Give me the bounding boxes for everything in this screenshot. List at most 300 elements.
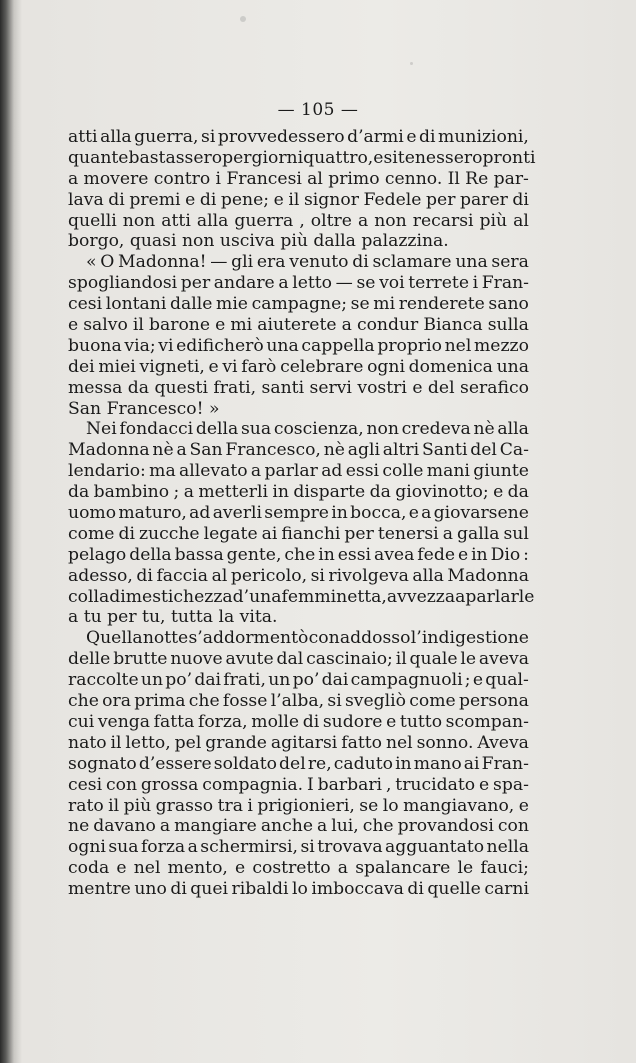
word: persona	[459, 691, 529, 712]
word: il	[132, 315, 144, 336]
word: —	[335, 273, 353, 294]
word: dalle	[169, 294, 213, 315]
word: femminetta,	[281, 586, 387, 607]
text-line	[68, 419, 529, 440]
text-line	[68, 670, 529, 691]
word: ribaldi	[231, 879, 289, 900]
word: a	[278, 273, 289, 294]
word: nuove	[170, 649, 223, 670]
word: a	[316, 816, 328, 837]
word: più	[280, 231, 314, 252]
word: come	[409, 691, 456, 712]
word: tenessero	[397, 147, 483, 168]
text-line	[68, 440, 529, 461]
word: mangiavano,	[403, 795, 515, 816]
word: se	[356, 273, 376, 294]
word: quante	[68, 147, 129, 168]
word: quasi	[129, 231, 182, 252]
word: fatto	[341, 732, 383, 753]
word: al	[211, 565, 228, 586]
word: a	[176, 440, 187, 461]
text-line	[68, 628, 529, 649]
word: che	[284, 544, 316, 565]
word: mento,	[167, 858, 228, 879]
word: e	[457, 544, 469, 565]
word: miei	[98, 356, 136, 377]
word: dalla	[313, 231, 362, 252]
word: e	[386, 711, 397, 732]
word: dimestichezza	[109, 586, 233, 607]
word: —	[210, 252, 228, 273]
word: provandosi	[397, 816, 494, 837]
word: vi	[222, 356, 238, 377]
word: tutta	[170, 607, 219, 628]
word: parlarle	[465, 586, 535, 607]
word: nel	[385, 732, 413, 753]
word: allevato	[178, 461, 248, 482]
word: alla	[412, 565, 444, 586]
word: cenno.	[384, 168, 443, 189]
text-line	[68, 649, 529, 670]
word: Madonna!	[118, 252, 207, 273]
word: le	[460, 649, 477, 670]
text-line	[68, 775, 529, 796]
word: ,	[385, 774, 392, 795]
word: di	[407, 879, 424, 900]
text-line	[68, 231, 529, 252]
word: non	[366, 419, 399, 440]
word: sclamare	[372, 252, 452, 273]
word: barone	[148, 315, 211, 336]
word: giorni	[251, 147, 304, 168]
word: in	[331, 503, 348, 524]
text-line	[68, 252, 529, 273]
text-line	[68, 816, 529, 837]
word: uno	[134, 879, 167, 900]
word: una	[266, 335, 299, 356]
word: più	[479, 210, 508, 231]
word: essi	[345, 461, 380, 482]
word: credeva	[401, 419, 471, 440]
word: oltre	[310, 210, 352, 231]
word: guerra	[234, 210, 294, 231]
word: tu,	[142, 607, 171, 628]
word: venga	[97, 711, 151, 732]
word: pel	[174, 732, 202, 753]
word: via;	[124, 335, 156, 356]
word: primo	[328, 168, 380, 189]
word: la	[218, 607, 240, 628]
word: giovinotto;	[395, 482, 489, 503]
word: Francesi	[226, 168, 302, 189]
word: rato	[68, 795, 104, 816]
word: anche	[260, 816, 313, 837]
text-line	[68, 879, 529, 900]
word: munizioni,	[438, 127, 529, 147]
text-line	[68, 733, 529, 754]
word: nè	[473, 419, 495, 440]
word: barbari	[317, 774, 383, 795]
text-line	[68, 754, 529, 775]
word: ;	[173, 482, 180, 503]
word: pene;	[220, 189, 270, 210]
word: letto,	[125, 732, 171, 753]
word: costretto	[252, 858, 331, 879]
word: in	[395, 753, 412, 774]
word: alla	[196, 210, 229, 231]
word: a	[442, 523, 453, 544]
word: ora	[102, 691, 131, 712]
word: si	[201, 127, 216, 147]
word: sua	[108, 837, 139, 858]
word: quale	[409, 649, 458, 670]
word: dai	[194, 670, 222, 691]
word: renderete	[398, 294, 485, 315]
word: agguantato	[385, 837, 485, 858]
word: salvo	[83, 315, 128, 336]
word: atti	[161, 210, 191, 231]
word: da	[369, 482, 391, 503]
word: farò	[241, 356, 277, 377]
word: maturo,	[118, 503, 187, 524]
word: ad	[189, 503, 211, 524]
word: forza,	[197, 711, 248, 732]
word: O	[100, 252, 115, 273]
word: nè	[152, 440, 174, 461]
word: par-	[493, 168, 529, 189]
word: prigionieri,	[257, 795, 355, 816]
word: fauci;	[480, 858, 529, 879]
word: :	[523, 544, 529, 565]
word: scompan-	[445, 711, 529, 732]
word: e	[472, 670, 483, 691]
word: ma	[149, 461, 176, 482]
word: Quella	[86, 628, 143, 649]
word: una	[455, 252, 488, 273]
word: sonno.	[416, 732, 474, 753]
word: Bianca	[423, 315, 483, 336]
word: e	[273, 189, 284, 210]
word: mi	[230, 315, 253, 336]
word: non	[122, 210, 156, 231]
word: re,	[307, 753, 332, 774]
word: frati,	[223, 670, 266, 691]
word: sul	[503, 523, 529, 544]
text-line	[68, 336, 529, 357]
word: serafico	[460, 377, 529, 398]
word: lendario:	[68, 461, 146, 482]
word: Re	[465, 168, 489, 189]
word: si	[300, 837, 315, 858]
word: Francesco!	[106, 398, 209, 419]
word: pelago	[68, 544, 127, 565]
word: da	[68, 482, 90, 503]
word: al	[513, 210, 529, 231]
word: usciva	[219, 231, 281, 252]
text-line	[68, 482, 529, 503]
word: spogliandosi	[68, 273, 178, 294]
word: al	[307, 168, 323, 189]
word: avvezza	[386, 586, 456, 607]
word: disparte	[293, 482, 366, 503]
word: andare	[213, 273, 275, 294]
word: messa	[68, 377, 123, 398]
text-line	[68, 503, 529, 524]
word: coda	[68, 858, 110, 879]
word: domenica	[408, 356, 493, 377]
text-line	[68, 190, 529, 211]
word: se	[350, 294, 370, 315]
word: po’	[165, 670, 193, 691]
word: a	[250, 461, 262, 482]
word: che	[362, 816, 394, 837]
word: fondacci	[119, 419, 194, 440]
word: agli	[347, 440, 380, 461]
word: e	[373, 147, 384, 168]
word: compagnia.	[202, 774, 304, 795]
word: atti	[68, 127, 98, 147]
word: alla	[100, 127, 132, 147]
word: cesi	[68, 294, 103, 315]
word: in	[471, 544, 488, 565]
word: prima	[134, 691, 186, 712]
word: sulla	[487, 315, 529, 336]
word: uomo	[68, 503, 117, 524]
word: schermirsi,	[200, 837, 298, 858]
text-line	[68, 586, 535, 608]
word: spa-	[493, 774, 529, 795]
word: del	[279, 753, 306, 774]
word: raccolte	[68, 670, 139, 691]
word: per	[426, 189, 456, 210]
word: Aveva	[477, 732, 529, 753]
word: giunte	[473, 461, 529, 482]
word: edificherò	[176, 335, 264, 356]
word: in	[318, 544, 335, 565]
word: tenersi	[377, 523, 439, 544]
word: provvedessero	[217, 127, 345, 147]
word: e	[518, 795, 529, 816]
word: da	[127, 377, 150, 398]
word: San	[68, 398, 107, 419]
text-line	[68, 378, 529, 399]
word: di	[118, 523, 135, 544]
word: caduto	[333, 753, 393, 774]
word: per	[180, 273, 211, 294]
text-line	[68, 691, 529, 712]
word: nel	[133, 858, 161, 879]
word: una	[496, 356, 529, 377]
word: fede	[417, 544, 456, 565]
word: se	[359, 795, 379, 816]
word: adesso,	[68, 565, 133, 586]
word: parer	[459, 189, 508, 210]
word: spalancare	[355, 858, 451, 879]
word: trovava	[317, 837, 383, 858]
word: vita.	[239, 607, 278, 628]
word: terrete	[408, 273, 469, 294]
word: tu	[83, 607, 108, 628]
word: s’addormentò	[188, 628, 309, 649]
word: averli	[212, 503, 263, 524]
word: movere	[83, 168, 149, 189]
word: mi	[373, 294, 396, 315]
word: di	[108, 189, 125, 210]
word: carni	[484, 879, 529, 900]
word: sudore	[322, 711, 383, 732]
word: e	[215, 315, 226, 336]
word: Fedele	[363, 189, 422, 210]
word: cascinaio;	[306, 649, 393, 670]
word: di	[352, 252, 369, 273]
word: letto	[292, 273, 333, 294]
word: l’	[410, 628, 422, 649]
text-line	[68, 399, 529, 420]
word: a	[421, 503, 432, 524]
word: a	[68, 168, 79, 189]
word: e	[493, 482, 504, 503]
word: si	[327, 691, 342, 712]
word: cui	[68, 711, 95, 732]
word: d’una	[232, 586, 282, 607]
word: tutto	[399, 711, 443, 732]
word: fatta	[153, 711, 195, 732]
word: legate	[203, 523, 258, 544]
ink-smudge	[240, 16, 246, 22]
word: celebrare	[280, 356, 364, 377]
word: il	[108, 795, 120, 816]
word: trucidato	[395, 774, 476, 795]
word: gli	[231, 252, 254, 273]
word: di	[302, 711, 320, 732]
word: a	[357, 210, 369, 231]
word: i	[215, 168, 222, 189]
word: si	[383, 147, 398, 168]
word: sognato	[68, 753, 137, 774]
word: voi	[379, 273, 405, 294]
word: coscienza,	[273, 419, 364, 440]
word: colla	[68, 586, 110, 607]
word: buona	[68, 335, 122, 356]
text-line	[68, 545, 529, 566]
word: e	[185, 189, 196, 210]
word: rivolgeva	[328, 565, 409, 586]
word: fosse	[222, 691, 268, 712]
word: mangiare	[174, 816, 257, 837]
word: Madonna	[68, 440, 150, 461]
word: frati,	[213, 377, 257, 398]
word: e	[116, 858, 127, 879]
text-line	[68, 315, 529, 336]
text-line	[68, 357, 529, 378]
word: in	[272, 482, 289, 503]
word: bambino	[93, 482, 170, 503]
word: con	[497, 816, 529, 837]
word: per	[107, 607, 143, 628]
word: pronti	[482, 147, 536, 168]
word: recarsi	[412, 210, 474, 231]
word: mezzo	[474, 335, 529, 356]
text-line	[68, 211, 529, 232]
word: sua	[240, 419, 272, 440]
word: quei	[190, 879, 229, 900]
word: non	[374, 210, 407, 231]
word: a	[187, 837, 198, 858]
word: forza	[140, 837, 186, 858]
word: premi	[129, 189, 181, 210]
text-line	[68, 294, 529, 315]
word: molle	[251, 711, 300, 732]
word: mani	[426, 461, 470, 482]
word: Fran-	[481, 273, 529, 294]
word: brutte	[113, 649, 168, 670]
word: vi	[158, 335, 174, 356]
word: altri	[382, 440, 420, 461]
word: fianchi	[281, 523, 341, 544]
word: a	[337, 858, 349, 879]
word: palazzina.	[361, 231, 449, 252]
word: quelli	[68, 210, 117, 231]
word: agitarsi	[270, 732, 338, 753]
word: cesi	[68, 774, 103, 795]
word: e	[68, 315, 79, 336]
word: il	[110, 732, 122, 753]
word: e	[408, 503, 419, 524]
word: condur	[356, 315, 419, 336]
word: a	[68, 607, 84, 628]
word: indigestione	[421, 628, 529, 649]
word: aiuterete	[257, 315, 337, 336]
word: pericolo,	[230, 565, 308, 586]
word: ne	[68, 816, 90, 837]
word: di	[170, 879, 187, 900]
word: lo	[291, 879, 308, 900]
word: qual-	[485, 670, 529, 691]
text-line	[68, 169, 529, 190]
word: mie	[216, 294, 248, 315]
ink-smudge	[410, 62, 413, 65]
word: sera	[491, 252, 529, 273]
word: Dio	[490, 544, 521, 565]
word: di	[419, 127, 436, 147]
word: dei	[68, 356, 95, 377]
text-line	[68, 858, 529, 879]
word: dal	[276, 649, 304, 670]
word: si	[310, 565, 325, 586]
word: signor	[303, 189, 359, 210]
word: San	[189, 440, 223, 461]
text-line	[68, 796, 529, 817]
text-line	[68, 566, 529, 587]
word: del	[470, 440, 497, 461]
text-line	[68, 273, 529, 294]
word: della	[129, 544, 172, 565]
word: nato	[68, 732, 107, 753]
word: Ca-	[499, 440, 529, 461]
word: metterli	[198, 482, 268, 503]
word: cappella	[301, 335, 375, 356]
word: un	[140, 670, 164, 691]
word: era	[256, 252, 286, 273]
word: Fran-	[481, 753, 529, 774]
word: più	[123, 795, 152, 816]
word: nè	[323, 440, 345, 461]
word: bassa	[174, 544, 224, 565]
word: ad	[321, 461, 343, 482]
body-text	[68, 127, 536, 900]
word: ogni	[68, 837, 106, 858]
word: essi	[337, 544, 372, 565]
